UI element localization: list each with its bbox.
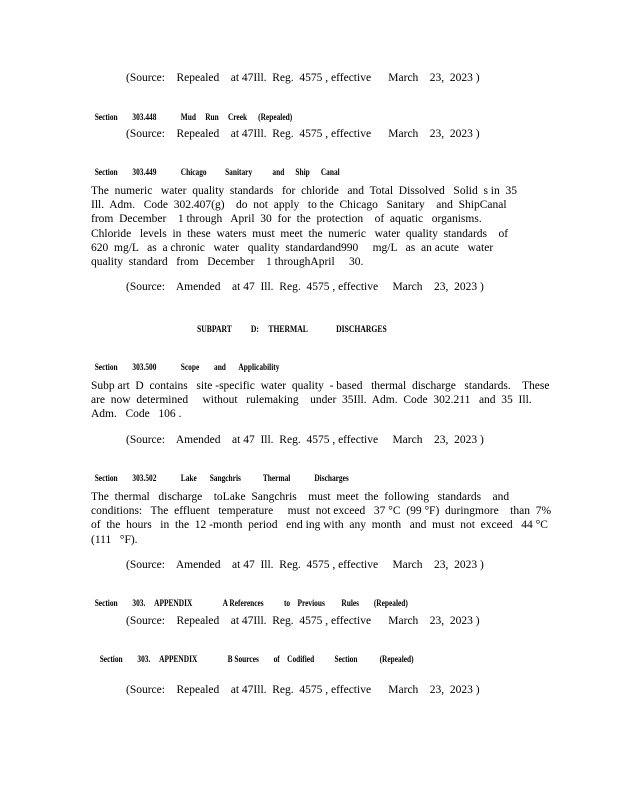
section-heading-303-449 (91, 157, 340, 177)
section-number: 303.502 (132, 473, 157, 483)
section-number: 303. APPENDIX (132, 598, 193, 608)
source-note: (Source: Amended at 47 Ill. Reg. 4575 , effective March 23, 2023 ) (126, 559, 484, 571)
sangchris-paragraph (91, 490, 551, 547)
section-number: 303.448 (132, 112, 157, 122)
paragraph-line: from December 1 through April 30 for the protection of aquatic organisms. (91, 213, 482, 226)
section-heading-303-500 (91, 352, 279, 372)
paragraph-line: Adm. Code 106 . (91, 408, 182, 421)
section-label: Section (99, 654, 123, 664)
section-label: Section (94, 167, 118, 177)
source-note: (Source: Repealed at 47Ill. Reg. 4575 , effective March 23, 2023 ) (126, 684, 480, 696)
paragraph-line: are now determined without rulemaking under 35Ill. Adm. Code 302.211 and 35 Ill. (91, 394, 532, 407)
section-label: Section (94, 112, 118, 122)
section-title: A References to Previous Rules (Repealed) (222, 598, 408, 608)
section-label: Section (94, 473, 118, 483)
section-title: Mud Run Creek (Repealed) (180, 112, 293, 122)
source-note: (Source: Repealed at 47Ill. Reg. 4575 , effective March 23, 2023 ) (126, 615, 480, 627)
section-title: Chicago Sanitary and Ship Canal (180, 167, 340, 177)
chicago-canal-paragraph (91, 184, 517, 269)
section-number: 303.449 (132, 167, 157, 177)
paragraph-line: 620 mg/L as a chronic water quality standardand990 mg/L as an acute water (91, 241, 494, 254)
section-title: Scope and Applicability (180, 362, 280, 372)
subpart-d-paragraph (91, 379, 550, 422)
paragraph-line: quality standard from December 1 throughApril 30. (91, 256, 364, 269)
source-note: (Source: Amended at 47 Ill. Reg. 4575 , effective March 23, 2023 ) (126, 281, 484, 293)
paragraph-line: Subp art D contains site -specific water quality - based thermal discharge standards. These (91, 380, 550, 392)
source-note: (Source: Repealed at 47Ill. Reg. 4575 , effective March 23, 2023 ) (126, 72, 480, 84)
section-number: 303.500 (132, 362, 157, 372)
section-title: Lake Sangchris Thermal Discharges (180, 473, 349, 483)
section-title: B Sources of Codified Section (Repealed) (227, 654, 414, 664)
section-heading-303-502 (91, 463, 349, 483)
section-number: 303. APPENDIX (137, 654, 198, 664)
section-heading-appendix-b (96, 644, 414, 664)
paragraph-line: The thermal discharge toLake Sangchris must meet the following standards and (91, 491, 510, 503)
paragraph-line: conditions: The effluent temperature must not exceed 37 °C (99 °F) duringmore than 7% (91, 505, 552, 518)
paragraph-line: Chloride levels in these waters must meet the numeric water quality standards of (91, 227, 509, 240)
source-note: (Source: Repealed at 47Ill. Reg. 4575 , effective March 23, 2023 ) (126, 128, 480, 140)
section-heading-appendix-a (91, 588, 408, 608)
source-note: (Source: Amended at 47 Ill. Reg. 4575 , effective March 23, 2023 ) (126, 434, 484, 446)
paragraph-line: of the hours in the 12 -month period end ing with any month and must not exceed 44 °C (91, 519, 548, 532)
section-heading-303-448 (91, 102, 292, 122)
paragraph-line: Ill. Adm. Code 302.407(g) do not apply to the Chicago Sanitary and ShipCanal (91, 199, 507, 212)
subpart-heading: SUBPART D: THERMAL DISCHARGES (197, 324, 387, 334)
paragraph-line: (111 °F). (91, 533, 138, 546)
section-label: Section (94, 598, 118, 608)
section-label: Section (94, 362, 118, 372)
paragraph-line: The numeric water quality standards for chloride and Total Dissolved Solid s in 35 (91, 185, 517, 197)
